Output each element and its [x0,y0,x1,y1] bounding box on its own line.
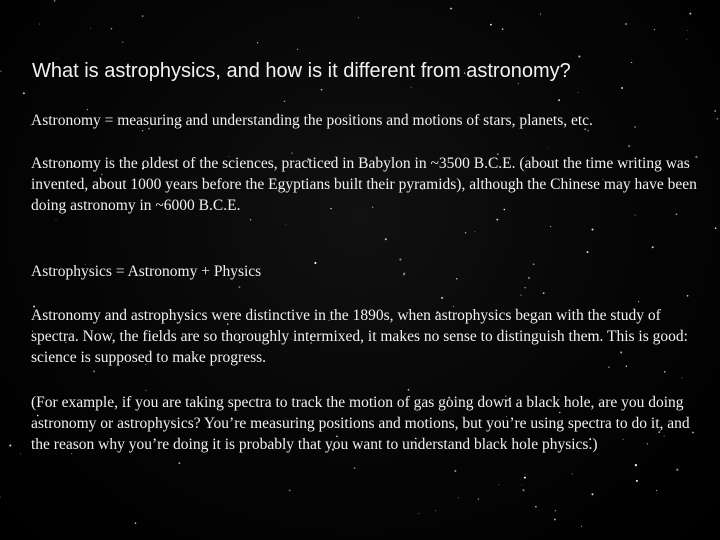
star [714,110,716,112]
star [20,454,21,455]
star [686,39,687,40]
star [523,489,525,491]
star [554,519,556,521]
star [250,219,251,220]
star [689,13,691,15]
star [122,42,123,43]
star [628,145,630,147]
star [9,444,11,446]
star [385,238,387,240]
star [555,510,556,511]
paragraph-astronomy-history: Astronomy is the oldest of the sciences, practiced in Babylon in ~3500 B.C.E. (about the time writing was invented, about 1000 years before the Egyptians built their pyramids), although the Chinese may have been doing astronomy in ~6000 B.C.E. [31,155,697,214]
star [687,30,688,31]
star [435,510,436,511]
star [411,87,412,88]
star [676,469,678,471]
star [652,246,654,248]
star [540,14,541,15]
star [478,498,479,499]
star [716,118,718,120]
star [418,513,419,514]
star [354,467,356,469]
star [239,286,241,288]
star [687,295,689,297]
star [715,227,717,229]
star [654,29,655,30]
star [450,8,452,10]
star [525,287,526,288]
star [454,470,456,472]
star [524,477,526,479]
paragraph-astrophysics-definition: Astrophysics = Astronomy + Physics [31,263,262,280]
star [321,89,323,91]
star [56,219,57,220]
star [591,493,593,495]
paragraph-fields-intermixed: Astronomy and astrophysics were distinctive in the 1890s, when astrophysics began with the study of spectra. Now, the fields are so thoroughly intermixed, it makes no sense to distinguish them. This is good: science is supposed to make progress. [31,307,688,366]
star [358,17,359,18]
star [135,522,137,524]
star [525,474,526,475]
star [520,295,521,296]
star [558,99,560,101]
star [465,232,467,234]
star [518,83,519,84]
star [578,55,580,57]
star [636,480,638,482]
star [111,28,112,29]
star [408,389,410,391]
star [285,225,286,226]
paragraph-astronomy-definition: Astronomy = measuring and understanding the positions and motions of stars, planets, etc. [31,112,593,129]
star [93,370,95,372]
star [625,23,627,25]
star [39,24,40,25]
star [581,526,582,527]
star [257,42,258,43]
star [543,292,545,294]
star [656,490,657,491]
star [548,148,549,149]
star [145,390,146,391]
star [142,15,143,16]
star [572,473,573,474]
star [578,92,579,93]
star [0,497,1,498]
star [682,377,683,378]
star [474,231,475,232]
star [289,489,291,491]
star [0,71,1,72]
star [535,506,537,508]
star [496,219,498,221]
star [621,87,623,89]
star [592,229,594,231]
star [57,58,58,59]
star [664,371,666,373]
star [54,0,56,2]
star [550,226,551,227]
star [638,301,639,302]
star [178,462,180,464]
star [587,251,589,253]
star [90,28,91,29]
slide-title: What is astrophysics, and how is it different from astronomy? [32,60,571,82]
star [635,464,637,466]
star [441,297,443,299]
paragraph-black-hole-example: (For example, if you are taking spectra to track the motion of gas going down a black hole, are you doing astronomy or astrophysics? You’re measuring positions and motions, but you’re using spectra to do it, and the reason why you’re doing it is probably that you want to understand black hole physics.) [31,394,690,453]
star [521,485,522,486]
star [498,484,499,485]
star [502,28,504,30]
star [490,24,492,26]
star [23,92,25,94]
star [297,49,298,50]
star [284,101,286,103]
star [458,498,459,499]
